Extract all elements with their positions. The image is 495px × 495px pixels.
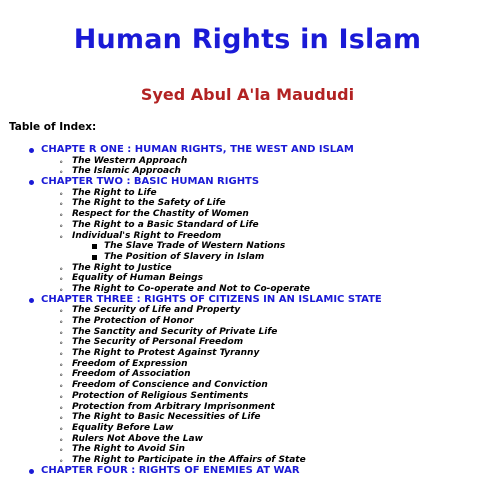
toc-subsection-link[interactable]: The Slave Trade of Western Nations bbox=[104, 241, 286, 252]
toc-section-item bbox=[41, 380, 488, 391]
circle-bullet-icon: ∘ bbox=[59, 360, 64, 369]
circle-bullet-icon: ∘ bbox=[59, 414, 64, 423]
toc-section-link[interactable]: Respect for the Chastity of Women bbox=[72, 209, 249, 220]
circle-bullet-icon: ∘ bbox=[59, 339, 64, 348]
toc-section-item bbox=[41, 316, 488, 327]
author-name: Syed Abul A'la Maududi bbox=[140, 85, 355, 104]
toc-section-link[interactable]: The Right to Co-operate and Not to Co-operate bbox=[72, 283, 311, 294]
toc-section-item bbox=[41, 402, 488, 413]
toc-chapter-item bbox=[28, 145, 488, 177]
toc-section-link[interactable]: The Right to Participate in the Affairs of State bbox=[72, 454, 306, 465]
toc-section-link[interactable]: Freedom of Expression bbox=[72, 358, 188, 369]
toc-section-item bbox=[41, 434, 488, 445]
circle-bullet-icon: ∘ bbox=[59, 200, 64, 209]
toc-section-item bbox=[41, 423, 488, 434]
circle-bullet-icon: ∘ bbox=[59, 456, 64, 465]
circle-bullet-icon: ∘ bbox=[59, 328, 64, 337]
circle-bullet-icon: ∘ bbox=[59, 350, 64, 359]
toc-section-link[interactable]: Protection of Religious Sentiments bbox=[72, 390, 249, 401]
toc-section-list bbox=[41, 188, 488, 295]
toc-section-link[interactable]: Equality Before Law bbox=[72, 422, 174, 433]
toc-section-link[interactable]: The Sanctity and Security of Private Life bbox=[72, 326, 278, 337]
page-title: Human Rights in Islam bbox=[73, 24, 422, 55]
toc-chapter-link[interactable]: CHAPTE R ONE : HUMAN RIGHTS, THE WEST AND ISLAM bbox=[41, 144, 354, 155]
toc-section-link[interactable]: The Security of Life and Property bbox=[72, 305, 241, 316]
circle-bullet-icon: ∘ bbox=[59, 382, 64, 391]
toc-section-link[interactable]: Freedom of Conscience and Conviction bbox=[72, 380, 268, 391]
circle-bullet-icon: ∘ bbox=[59, 392, 64, 401]
disc-bullet-icon bbox=[29, 469, 34, 474]
circle-bullet-icon: ∘ bbox=[59, 403, 64, 412]
toc-section-link[interactable]: Freedom of Association bbox=[72, 369, 191, 380]
disc-bullet-icon bbox=[29, 180, 34, 185]
toc-subsection-item bbox=[41, 252, 488, 263]
toc-chapter-item bbox=[28, 295, 488, 466]
toc-section-link[interactable]: The Protection of Honor bbox=[72, 316, 194, 326]
toc-section-item bbox=[41, 198, 488, 209]
toc-section-link[interactable]: Individual's Right to Freedom bbox=[72, 230, 222, 241]
toc-section-item bbox=[41, 337, 488, 348]
toc-section-item bbox=[41, 209, 488, 220]
toc-chapter-item bbox=[28, 177, 488, 295]
toc-section-item bbox=[41, 412, 488, 423]
toc-section-item bbox=[41, 305, 488, 316]
toc-chapter-link[interactable]: CHAPTER TWO : BASIC HUMAN RIGHTS bbox=[41, 176, 260, 188]
toc-section-link[interactable]: The Right to Avoid Sin bbox=[72, 444, 185, 455]
toc-section-item bbox=[41, 391, 488, 402]
toc-section-link[interactable]: The Islamic Approach bbox=[72, 166, 181, 177]
circle-bullet-icon: ∘ bbox=[59, 157, 64, 166]
square-bullet-icon bbox=[92, 255, 97, 260]
circle-bullet-icon: ∘ bbox=[59, 221, 64, 230]
toc-chapter-item bbox=[28, 466, 488, 477]
circle-bullet-icon: ∘ bbox=[59, 285, 64, 294]
toc-chapter-link[interactable]: CHAPTER THREE : RIGHTS OF CITIZENS IN AN ISLAMIC STATE bbox=[41, 293, 382, 305]
toc-section-item bbox=[41, 188, 488, 199]
toc-section-item bbox=[41, 231, 488, 242]
toc-section-link[interactable]: The Right to the Safety of Life bbox=[72, 198, 226, 209]
toc-section-item bbox=[41, 263, 488, 274]
toc-section-item bbox=[41, 273, 488, 284]
toc-section-list bbox=[41, 156, 488, 177]
toc-section-link[interactable]: The Right to Basic Necessities of Life bbox=[72, 412, 261, 423]
toc-subsection-group bbox=[41, 241, 488, 262]
toc-section-item bbox=[41, 348, 488, 359]
disc-bullet-icon bbox=[29, 298, 34, 303]
toc-subsection-list bbox=[41, 241, 488, 262]
circle-bullet-icon: ∘ bbox=[59, 168, 64, 177]
toc-subsection-item bbox=[41, 241, 488, 252]
circle-bullet-icon: ∘ bbox=[59, 211, 64, 220]
circle-bullet-icon: ∘ bbox=[59, 275, 64, 284]
circle-bullet-icon: ∘ bbox=[59, 446, 64, 455]
circle-bullet-icon: ∘ bbox=[59, 318, 64, 326]
toc-section-link[interactable]: The Right to Life bbox=[72, 187, 157, 198]
circle-bullet-icon: ∘ bbox=[59, 435, 64, 444]
circle-bullet-icon: ∘ bbox=[59, 189, 64, 198]
toc-section-link[interactable]: Rulers Not Above the Law bbox=[72, 433, 203, 444]
toc-section-item bbox=[41, 220, 488, 231]
toc-subsection-link[interactable]: The Position of Slavery in Islam bbox=[104, 251, 265, 262]
square-bullet-icon bbox=[92, 244, 97, 249]
circle-bullet-icon: ∘ bbox=[59, 264, 64, 273]
toc-section-link[interactable]: The Security of Personal Freedom bbox=[72, 337, 244, 348]
circle-bullet-icon: ∘ bbox=[59, 424, 64, 433]
circle-bullet-icon: ∘ bbox=[59, 307, 64, 316]
toc-section-item bbox=[41, 327, 488, 338]
toc-heading: Table of Index: bbox=[9, 121, 97, 133]
table-of-contents bbox=[28, 145, 488, 476]
toc-section-link[interactable]: Protection from Arbitrary Imprisonment bbox=[72, 401, 275, 412]
toc-section-link[interactable]: The Western Approach bbox=[72, 155, 188, 166]
toc-section-link[interactable]: Equality of Human Beings bbox=[72, 273, 203, 284]
toc-section-item bbox=[41, 444, 488, 455]
toc-section-link[interactable]: The Right to Protest Against Tyranny bbox=[72, 348, 260, 359]
toc-chapter-link[interactable]: CHAPTER FOUR : RIGHTS OF ENEMIES AT WAR bbox=[41, 464, 300, 476]
toc-section-link[interactable]: The Right to a Basic Standard of Life bbox=[72, 219, 259, 230]
disc-bullet-icon bbox=[29, 148, 34, 153]
circle-bullet-icon: ∘ bbox=[59, 371, 64, 380]
toc-section-link[interactable]: The Right to Justice bbox=[72, 262, 172, 273]
toc-section-item bbox=[41, 359, 488, 370]
toc-section-item bbox=[41, 156, 488, 167]
toc-section-item bbox=[41, 369, 488, 380]
toc-section-list bbox=[41, 305, 488, 465]
circle-bullet-icon: ∘ bbox=[59, 232, 64, 241]
